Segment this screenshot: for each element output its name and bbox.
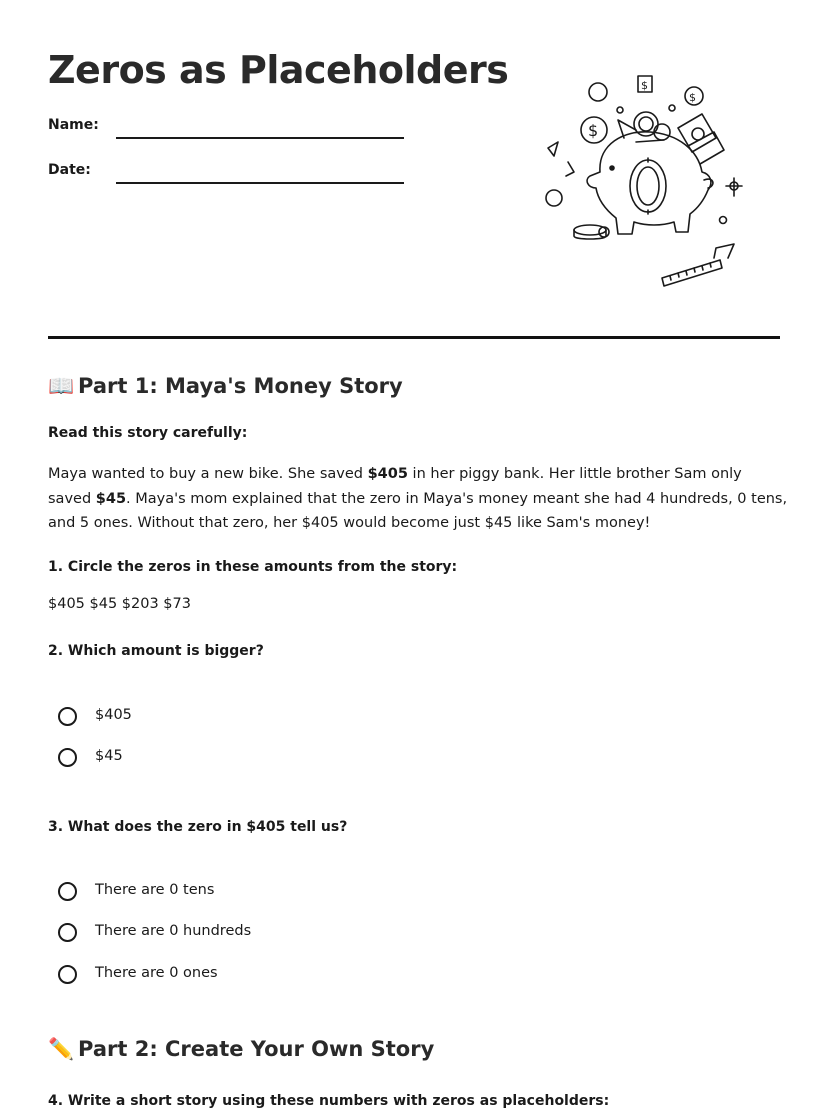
question-1-prompt: 1. Circle the zeros in these amounts from the story:: [48, 559, 458, 575]
story-text-1: Maya wanted to buy a new bike. She saved: [48, 466, 368, 482]
option-label: There are 0 tens: [95, 882, 215, 898]
piggy-bank-illustration: [538, 72, 748, 292]
option-label: $405: [95, 707, 132, 723]
book-icon: 📖: [48, 374, 75, 398]
page-title: Zeros as Placeholders: [48, 48, 509, 92]
name-field[interactable]: [48, 117, 408, 141]
pencil-icon: ✏️: [48, 1037, 75, 1061]
question-2-option-1[interactable]: [58, 707, 458, 731]
question-2-prompt: 2. Which amount is bigger?: [48, 643, 264, 659]
question-3-option-2[interactable]: [58, 923, 458, 947]
part1-instruction: Read this story carefully:: [48, 425, 248, 441]
question-3-prompt: 3. What does the zero in $405 tell us?: [48, 819, 348, 835]
radio-button[interactable]: [58, 965, 77, 984]
question-3-option-3[interactable]: [58, 965, 458, 989]
option-label: $45: [95, 748, 123, 764]
date-label: Date:: [48, 162, 91, 178]
story-text-3: . Maya's mom explained that the zero in Maya's money meant she had 4 hundreds, 0 tens, and 5 ones. Without that zero, her $405 would become just $45 like Sam's money!: [48, 490, 788, 531]
svg-text:$: $: [588, 121, 599, 140]
radio-button[interactable]: [58, 707, 77, 726]
story-text-2: in her piggy bank. Her little brother Sam only saved: [48, 466, 742, 507]
svg-text:$: $: [641, 79, 648, 92]
radio-button[interactable]: [58, 748, 77, 767]
name-label: Name:: [48, 117, 99, 133]
question-4-prompt: 4. Write a short story using these numbers with zeros as placeholders:: [48, 1093, 610, 1109]
date-line[interactable]: [116, 182, 404, 184]
date-field[interactable]: [48, 162, 408, 186]
divider: [48, 336, 780, 339]
radio-button[interactable]: [58, 882, 77, 901]
part1-heading-text: Part 1: Maya's Money Story: [78, 374, 403, 398]
story-amount-sam: $45: [95, 490, 127, 507]
part2-heading-text: Part 2: Create Your Own Story: [78, 1037, 435, 1061]
story-paragraph: [48, 462, 788, 536]
option-label: There are 0 hundreds: [95, 923, 252, 939]
story-amount-maya: $405: [367, 466, 408, 482]
svg-text:$: $: [689, 91, 696, 104]
radio-button[interactable]: [58, 923, 77, 942]
name-line[interactable]: [116, 137, 404, 139]
question-1-amounts: $405 $45 $203 $73: [48, 596, 191, 612]
part1-heading: [48, 374, 403, 399]
question-2-option-2[interactable]: [58, 748, 458, 772]
part2-heading: [48, 1037, 434, 1062]
question-3-option-1[interactable]: [58, 882, 458, 906]
option-label: There are 0 ones: [95, 965, 218, 981]
